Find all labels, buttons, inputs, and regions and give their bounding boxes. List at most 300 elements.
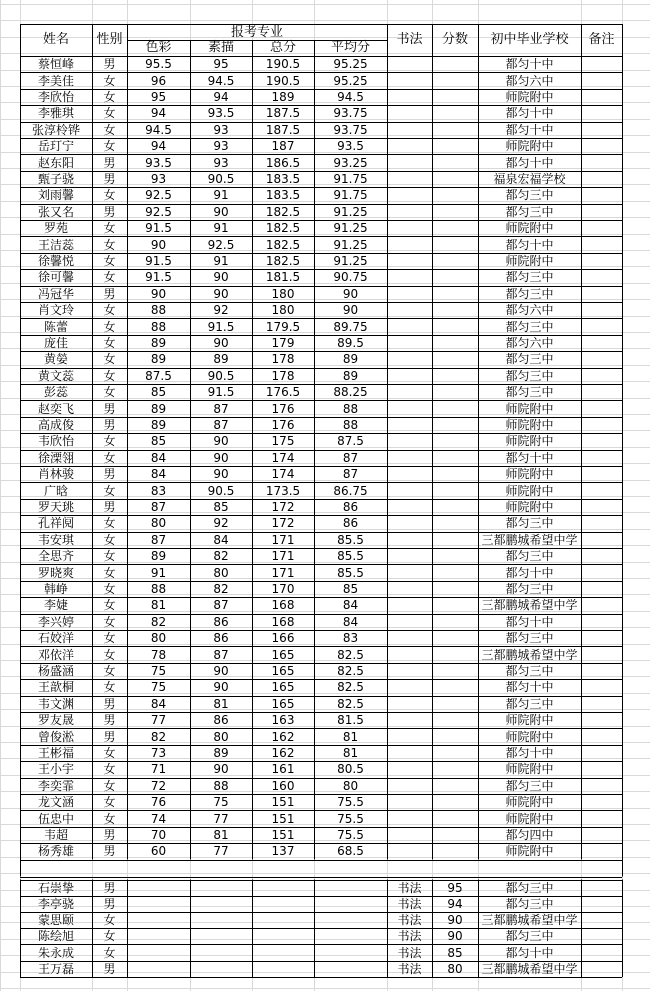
row-gender: 女 [103, 549, 116, 564]
row-color-score: 82 [150, 614, 167, 629]
row-total-score: 161 [271, 762, 295, 777]
row-average-score: 89 [342, 368, 359, 383]
row-sketch-score: 84 [213, 532, 229, 547]
row-average-score: 82.5 [337, 647, 364, 662]
row-sketch-score: 91.5 [207, 385, 235, 400]
row-name: 韩峥 [43, 582, 68, 596]
row-average-score: 87 [342, 450, 359, 465]
row-total-score: 180 [271, 286, 295, 301]
row-total-score: 168 [271, 598, 295, 613]
row-gender: 女 [103, 746, 116, 760]
cal-row-subject: 书法 [397, 880, 422, 895]
row-total-score: 176 [271, 418, 295, 432]
row-name: 邓依洋 [37, 647, 74, 662]
row-sketch-score: 87 [213, 418, 229, 432]
row-school: 都匀十中 [505, 450, 554, 465]
cal-row-gender: 女 [103, 929, 116, 944]
row-gender: 女 [103, 631, 116, 646]
row-color-score: 91 [150, 565, 167, 580]
row-sketch-score: 88 [213, 778, 229, 793]
row-gender: 男 [103, 418, 116, 432]
row-name: 罗天珧 [37, 500, 74, 514]
row-total-score: 151 [271, 811, 295, 826]
row-total-score: 162 [271, 746, 295, 760]
row-color-score: 94 [150, 139, 167, 154]
row-total-score: 180 [271, 303, 295, 318]
row-total-score: 137 [271, 844, 295, 859]
row-name: 曾俊淞 [37, 729, 74, 744]
header-sketch: 素描 [207, 40, 234, 55]
row-average-score: 88.25 [333, 385, 368, 400]
cal-row-gender: 女 [103, 913, 116, 928]
row-gender: 女 [103, 434, 116, 449]
row-sketch-score: 90.5 [207, 368, 235, 383]
row-sketch-score: 80 [213, 565, 229, 580]
row-gender: 女 [103, 811, 116, 826]
row-total-score: 171 [271, 549, 295, 564]
row-name: 甄子骁 [37, 172, 74, 186]
row-total-score: 182.5 [265, 204, 301, 219]
row-total-score: 168 [271, 614, 295, 629]
row-total-score: 181.5 [265, 270, 301, 285]
row-color-score: 92.5 [145, 188, 172, 203]
row-sketch-score: 87 [213, 647, 229, 662]
row-name: 伍忠中 [37, 811, 74, 826]
row-gender: 女 [103, 762, 116, 777]
row-average-score: 90 [342, 303, 359, 318]
row-sketch-score: 90 [213, 286, 229, 301]
row-color-score: 93.5 [145, 155, 172, 170]
row-name: 杨盛涵 [37, 664, 74, 678]
row-name: 罗友晟 [37, 713, 74, 728]
row-name: 徐馨悦 [37, 254, 74, 268]
cal-row-gender: 女 [103, 945, 116, 960]
row-name: 刘雨馨 [37, 188, 74, 203]
row-average-score: 91.75 [333, 172, 368, 186]
row-total-score: 172 [271, 500, 295, 514]
row-name: 龙文涵 [37, 795, 74, 810]
row-total-score: 171 [271, 532, 295, 547]
row-average-score: 93.5 [337, 139, 364, 154]
row-school: 都匀十中 [505, 57, 554, 72]
row-average-score: 88 [342, 401, 359, 416]
row-sketch-score: 86 [213, 631, 229, 646]
row-gender: 女 [103, 532, 116, 547]
row-sketch-score: 90 [213, 434, 229, 449]
row-name: 石姣洋 [37, 631, 74, 646]
row-name: 岳玎宁 [37, 139, 74, 154]
row-sketch-score: 91.5 [207, 319, 235, 334]
row-total-score: 179.5 [265, 319, 301, 334]
row-average-score: 82.5 [337, 696, 364, 711]
row-name: 李婕 [43, 598, 68, 613]
row-total-score: 163 [271, 713, 295, 728]
row-color-score: 95.5 [145, 57, 172, 72]
row-total-score: 178 [271, 352, 295, 367]
row-average-score: 91.25 [333, 204, 368, 219]
row-school: 都匀三中 [505, 204, 554, 219]
row-sketch-score: 81 [213, 828, 229, 842]
row-gender: 女 [103, 122, 116, 137]
row-color-score: 84 [150, 467, 167, 482]
row-sketch-score: 90 [213, 664, 229, 678]
row-gender: 女 [103, 336, 116, 350]
row-school: 都匀三中 [505, 516, 554, 531]
row-name: 彭蕊 [43, 385, 68, 400]
row-school: 都匀三中 [505, 778, 554, 793]
header-gender: 性别 [96, 32, 123, 47]
row-name: 徐溧翎 [37, 450, 74, 465]
row-name: 杨秀雄 [37, 844, 74, 859]
row-school: 都匀三中 [505, 270, 554, 285]
row-average-score: 95.25 [333, 73, 368, 88]
row-color-score: 70 [150, 828, 167, 842]
row-school: 都匀三中 [505, 696, 554, 711]
row-average-score: 82.5 [337, 664, 364, 678]
row-gender: 男 [103, 204, 116, 219]
row-total-score: 160 [271, 778, 295, 793]
row-color-score: 75 [150, 664, 167, 678]
row-color-score: 73 [150, 746, 167, 760]
row-color-score: 72 [150, 778, 167, 793]
row-color-score: 83 [150, 483, 167, 498]
row-school: 福泉宏福学校 [493, 172, 566, 186]
cal-row-school: 都匀三中 [505, 929, 554, 944]
row-gender: 女 [103, 778, 116, 793]
cal-row-score: 90 [447, 913, 463, 928]
row-total-score: 182.5 [265, 221, 301, 236]
row-sketch-score: 80 [213, 729, 229, 744]
row-color-score: 96 [150, 73, 167, 88]
cal-row-subject: 书法 [397, 961, 422, 976]
row-average-score: 81 [342, 729, 359, 744]
row-average-score: 86 [342, 500, 359, 514]
row-school: 师院附中 [505, 795, 554, 810]
row-name: 高成俊 [37, 418, 74, 432]
header-name: 姓名 [42, 32, 69, 47]
row-name: 广晗 [43, 483, 68, 498]
row-gender: 女 [103, 483, 116, 498]
row-gender: 男 [103, 155, 116, 170]
row-school: 都匀六中 [505, 303, 554, 318]
row-average-score: 81 [342, 746, 359, 760]
row-gender: 女 [103, 647, 116, 662]
row-sketch-score: 90 [213, 762, 229, 777]
row-average-score: 95.25 [333, 57, 368, 72]
row-average-score: 87.5 [337, 434, 364, 449]
row-sketch-score: 89 [213, 352, 229, 367]
row-average-score: 82.5 [337, 680, 364, 695]
row-name: 肖林骏 [37, 467, 74, 482]
row-average-score: 68.5 [337, 844, 364, 859]
row-gender: 女 [103, 237, 116, 252]
row-color-score: 91.5 [145, 221, 172, 236]
row-color-score: 87.5 [145, 368, 172, 383]
header-total: 总分 [269, 40, 296, 55]
row-school: 都匀三中 [505, 549, 554, 564]
row-average-score: 85 [342, 582, 359, 596]
row-school: 都匀十中 [505, 155, 554, 170]
row-school: 师院附中 [505, 483, 554, 498]
row-total-score: 151 [271, 795, 295, 810]
row-name: 王小宇 [37, 762, 74, 777]
row-color-score: 81 [150, 598, 167, 613]
row-gender: 男 [103, 401, 116, 416]
row-average-score: 91.25 [333, 254, 368, 268]
row-sketch-score: 89 [213, 746, 229, 760]
row-school: 都匀三中 [505, 368, 554, 383]
header-score: 分数 [441, 32, 468, 47]
row-total-score: 172 [271, 516, 295, 531]
row-sketch-score: 92 [213, 516, 229, 531]
row-school: 师院附中 [505, 729, 554, 744]
row-total-score: 173.5 [265, 483, 301, 498]
row-average-score: 89.75 [333, 319, 368, 334]
row-total-score: 187.5 [265, 106, 301, 121]
row-total-score: 179 [271, 336, 295, 350]
row-gender: 男 [103, 286, 116, 301]
row-name: 韦欣怡 [37, 434, 74, 449]
row-school: 都匀四中 [505, 828, 554, 842]
row-school: 都匀十中 [505, 746, 554, 760]
row-sketch-score: 75 [213, 795, 229, 810]
row-school: 都匀六中 [505, 73, 554, 88]
row-school: 三都鹏城希望中学 [481, 532, 578, 547]
row-name: 孔祥阋 [37, 516, 74, 531]
cal-row-name: 蒙思颐 [37, 913, 74, 928]
row-sketch-score: 90 [213, 680, 229, 695]
row-average-score: 93.25 [333, 155, 368, 170]
row-color-score: 89 [150, 336, 167, 350]
row-name: 李美佳 [37, 73, 74, 88]
row-gender: 女 [103, 319, 116, 334]
header-school: 初中毕业学校 [490, 32, 569, 47]
row-total-score: 165 [271, 680, 295, 695]
row-sketch-score: 93.5 [207, 106, 235, 121]
row-gender: 男 [103, 696, 116, 711]
row-sketch-score: 86 [213, 713, 229, 728]
row-sketch-score: 90 [213, 467, 229, 482]
row-total-score: 189 [271, 90, 295, 104]
row-total-score: 182.5 [265, 254, 301, 268]
row-total-score: 151 [271, 828, 295, 842]
row-total-score: 165 [271, 647, 295, 662]
row-gender: 女 [103, 73, 116, 88]
row-total-score: 183.5 [265, 172, 301, 186]
row-sketch-score: 91 [213, 188, 229, 203]
row-gender: 女 [103, 614, 116, 629]
row-color-score: 91.5 [145, 270, 172, 285]
row-color-score: 92.5 [145, 204, 172, 219]
row-school: 都匀十中 [505, 237, 554, 252]
row-average-score: 81.5 [337, 713, 364, 728]
row-name: 罗晓爽 [37, 565, 74, 580]
row-sketch-score: 95 [213, 57, 229, 72]
row-name: 罗苑 [43, 221, 68, 236]
row-school: 师院附中 [505, 762, 554, 777]
row-sketch-score: 90 [213, 450, 229, 465]
row-average-score: 85.5 [337, 532, 364, 547]
row-total-score: 187 [271, 139, 295, 154]
row-average-score: 80 [342, 778, 359, 793]
row-color-score: 80 [150, 516, 167, 531]
row-color-score: 76 [150, 795, 167, 810]
row-school: 都匀三中 [505, 631, 554, 646]
row-color-score: 88 [150, 319, 167, 334]
row-name: 韦超 [43, 828, 68, 842]
row-name: 冯冠华 [37, 286, 74, 301]
row-average-score: 84 [342, 598, 359, 613]
cal-row-gender: 男 [103, 896, 116, 911]
cal-row-name: 李亭骁 [37, 896, 74, 911]
cal-row-score: 80 [447, 961, 463, 976]
row-color-score: 84 [150, 450, 167, 465]
row-total-score: 174 [271, 467, 295, 482]
row-total-score: 176.5 [265, 385, 301, 400]
row-gender: 女 [103, 221, 116, 236]
row-name: 张又名 [37, 204, 74, 219]
row-gender: 男 [103, 500, 116, 514]
cal-row-subject: 书法 [397, 945, 422, 960]
row-color-score: 95 [150, 90, 167, 104]
row-color-score: 89 [150, 549, 167, 564]
cal-row-name: 王万磊 [37, 961, 74, 976]
row-school: 都匀三中 [505, 385, 554, 400]
row-average-score: 91.25 [333, 221, 368, 236]
row-average-score: 84 [342, 614, 359, 629]
cal-row-gender: 男 [103, 961, 116, 976]
row-color-score: 88 [150, 303, 167, 318]
row-gender: 男 [103, 467, 116, 482]
row-average-score: 93.75 [333, 122, 368, 137]
row-sketch-score: 77 [213, 844, 229, 859]
row-school: 师院附中 [505, 401, 554, 416]
row-school: 师院附中 [505, 434, 554, 449]
row-gender: 女 [103, 795, 116, 810]
row-school: 都匀十中 [505, 106, 554, 121]
row-gender: 男 [103, 828, 116, 842]
cal-row-subject: 书法 [397, 896, 422, 911]
row-school: 都匀三中 [505, 582, 554, 596]
row-color-score: 89 [150, 401, 167, 416]
row-sketch-score: 93 [213, 139, 229, 154]
header-major-group: 报考专业 [230, 25, 283, 40]
row-average-score: 88 [342, 418, 359, 432]
header-average: 平均分 [330, 40, 370, 55]
cal-row-name: 陈绘旭 [37, 929, 74, 944]
row-average-score: 86.75 [333, 483, 368, 498]
row-total-score: 166 [271, 631, 295, 646]
row-total-score: 162 [271, 729, 295, 744]
row-school: 都匀十中 [505, 565, 554, 580]
row-average-score: 90.75 [333, 270, 368, 285]
row-color-score: 89 [150, 352, 167, 367]
row-color-score: 87 [150, 500, 167, 514]
cal-row-school: 三都鹏城希望中学 [481, 913, 578, 928]
row-name: 王歆桐 [37, 680, 74, 695]
row-average-score: 94.5 [337, 90, 364, 104]
row-gender: 女 [103, 254, 116, 268]
row-sketch-score: 85 [213, 500, 229, 514]
row-total-score: 165 [271, 664, 295, 678]
cal-row-subject: 书法 [397, 929, 422, 944]
header-calligraphy: 书法 [396, 32, 423, 47]
row-name: 陈蕾 [43, 319, 68, 334]
row-average-score: 91.75 [333, 188, 368, 203]
row-school: 都匀三中 [505, 319, 554, 334]
header-remark: 备注 [588, 32, 615, 47]
row-gender: 女 [103, 352, 116, 367]
row-average-score: 80.5 [337, 762, 364, 777]
row-sketch-score: 82 [213, 549, 229, 564]
row-gender: 男 [103, 713, 116, 728]
row-sketch-score: 77 [213, 811, 229, 826]
row-school: 师院附中 [505, 418, 554, 432]
row-school: 师院附中 [505, 500, 554, 514]
row-average-score: 90 [342, 286, 359, 301]
row-color-score: 75 [150, 680, 167, 695]
row-school: 师院附中 [505, 713, 554, 728]
row-name: 黄嫈 [43, 352, 68, 367]
row-total-score: 171 [271, 565, 295, 580]
row-total-score: 186.5 [265, 155, 301, 170]
row-gender: 女 [103, 450, 116, 465]
cal-row-score: 95 [447, 880, 463, 895]
row-total-score: 170 [271, 582, 295, 596]
row-average-score: 75.5 [337, 795, 364, 810]
row-sketch-score: 91 [213, 221, 229, 236]
row-gender: 女 [103, 516, 116, 531]
row-color-score: 85 [150, 385, 167, 400]
row-school: 都匀十中 [505, 122, 554, 137]
row-average-score: 93.75 [333, 106, 368, 121]
row-average-score: 75.5 [337, 828, 364, 842]
cal-row-score: 94 [447, 896, 463, 911]
row-sketch-score: 90 [213, 270, 229, 285]
row-color-score: 89 [150, 418, 167, 432]
row-sketch-score: 90.5 [207, 483, 235, 498]
row-school: 师院附中 [505, 221, 554, 236]
row-school: 都匀十中 [505, 614, 554, 629]
row-color-score: 60 [150, 844, 167, 859]
row-name: 李奕霏 [37, 778, 74, 793]
row-name: 张淳柃铧 [31, 122, 80, 137]
cal-row-subject: 书法 [397, 913, 422, 928]
row-name: 庞佳 [43, 336, 68, 350]
row-gender: 男 [103, 729, 116, 744]
row-gender: 男 [103, 57, 116, 72]
row-average-score: 83 [342, 631, 359, 646]
row-name: 肖文玲 [37, 303, 74, 318]
row-total-score: 178 [271, 368, 295, 383]
row-sketch-score: 86 [213, 614, 229, 629]
row-sketch-score: 94.5 [207, 73, 235, 88]
row-school: 都匀六中 [505, 336, 554, 350]
row-school: 师院附中 [505, 811, 554, 826]
row-color-score: 94 [150, 106, 167, 121]
row-sketch-score: 82 [213, 582, 229, 596]
row-sketch-score: 90 [213, 336, 229, 350]
row-total-score: 176 [271, 401, 295, 416]
row-color-score: 88 [150, 582, 167, 596]
row-average-score: 91.25 [333, 237, 368, 252]
row-gender: 女 [103, 368, 116, 383]
row-name: 赵东阳 [37, 155, 74, 170]
row-school: 师院附中 [505, 254, 554, 268]
row-sketch-score: 81 [213, 696, 229, 711]
row-name: 徐可馨 [37, 270, 74, 285]
row-gender: 女 [103, 598, 116, 613]
